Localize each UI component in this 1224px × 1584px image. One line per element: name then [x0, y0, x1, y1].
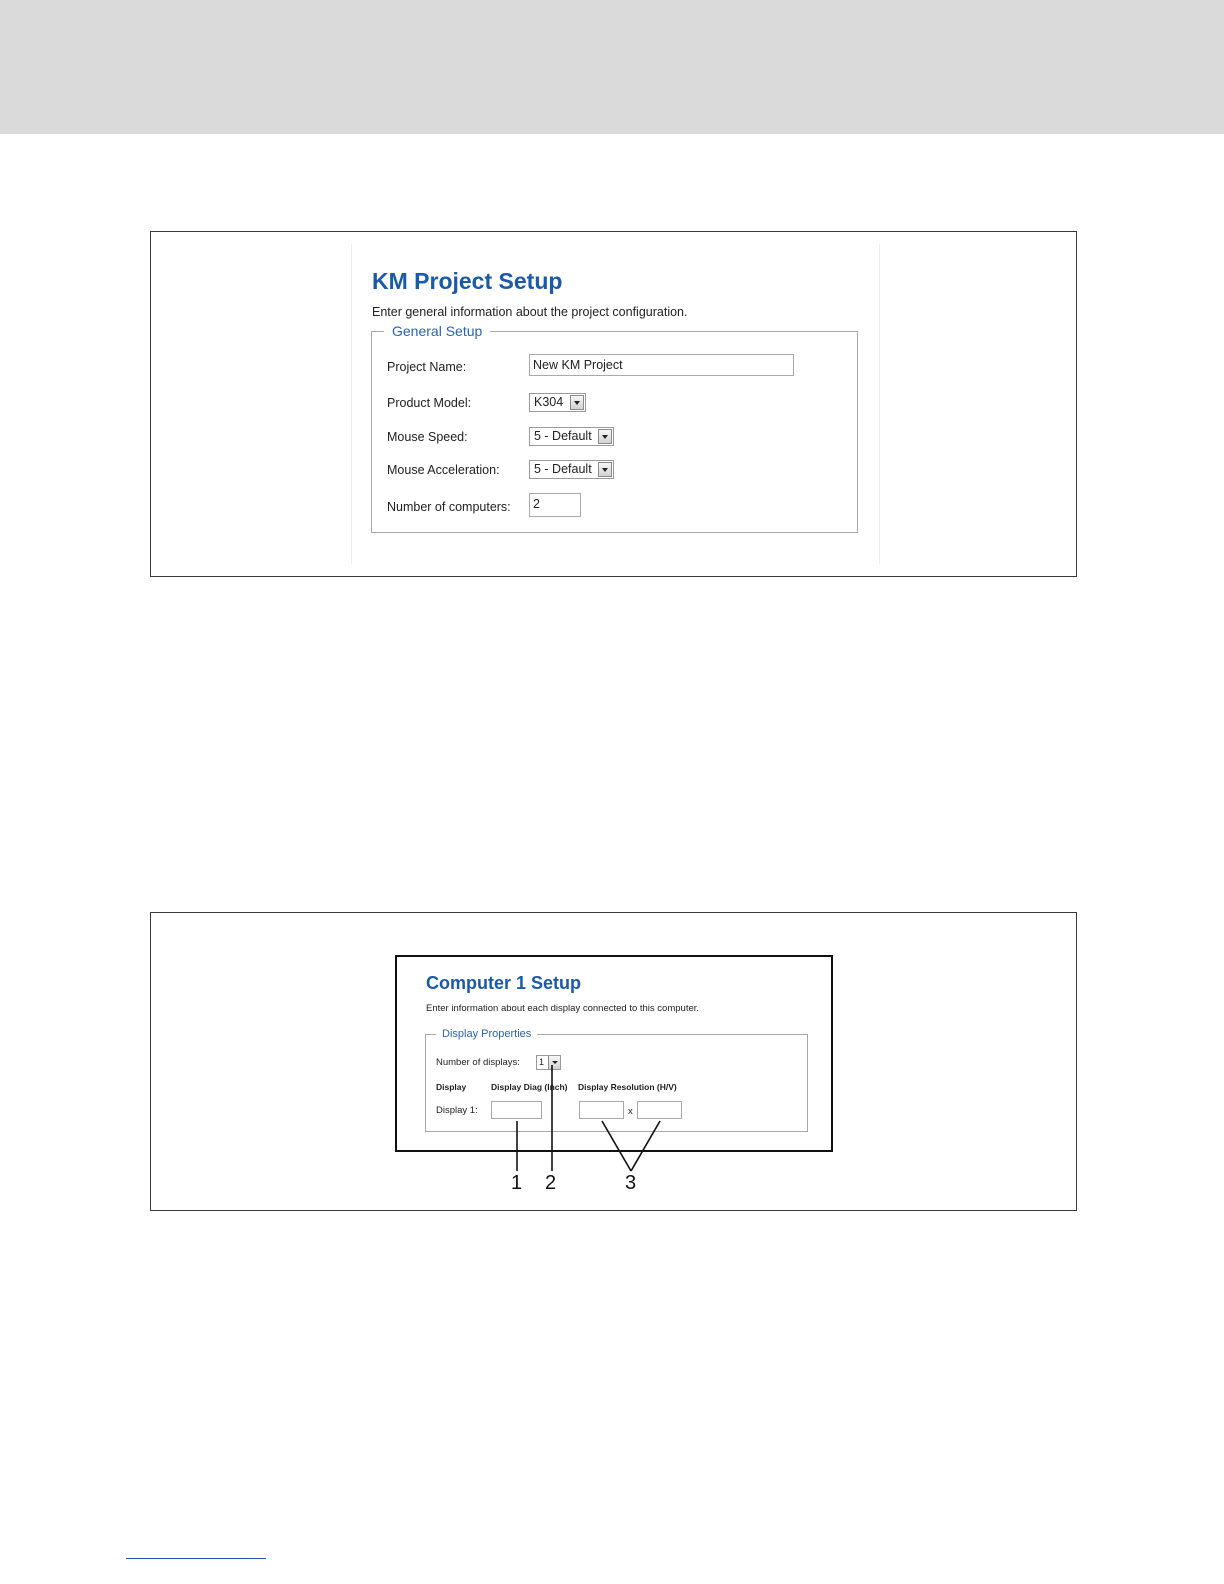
computer-setup-title: Computer 1 Setup	[426, 973, 582, 993]
computer-setup-panel	[395, 955, 833, 1152]
chevron-down-icon[interactable]	[598, 462, 612, 477]
resolution-h-input[interactable]	[579, 1101, 624, 1119]
column-header-resolution: Display Resolution (H/V)	[578, 1082, 677, 1092]
computer-setup-description: Enter information about each display connected to this computer.	[426, 1003, 700, 1014]
project-name-input[interactable]: New KM Project	[529, 354, 794, 376]
number-of-displays-label: Number of displays:	[436, 1057, 520, 1068]
setup-panel	[351, 244, 880, 564]
page-title: KM Project Setup	[372, 268, 563, 294]
mouse-speed-value: 5 - Default	[534, 429, 592, 443]
chevron-down-icon[interactable]	[570, 395, 584, 410]
figure-km-project-setup	[150, 231, 1077, 577]
resolution-v-input[interactable]	[637, 1101, 682, 1119]
figure-computer-setup	[150, 912, 1077, 1211]
display-properties-legend: Display Properties	[436, 1028, 537, 1040]
mouse-acceleration-label: Mouse Acceleration:	[387, 463, 500, 477]
display-diag-input[interactable]	[491, 1101, 542, 1119]
number-of-computers-input[interactable]: 2	[529, 493, 581, 517]
page-description: Enter general information about the project configuration.	[372, 305, 688, 319]
product-model-value: K304	[534, 395, 564, 409]
product-model-label: Product Model:	[387, 396, 472, 410]
callout-number-3: 3	[625, 1172, 637, 1194]
mouse-acceleration-select[interactable]	[529, 460, 614, 479]
general-setup-group	[371, 323, 858, 533]
display-1-label: Display 1:	[436, 1105, 478, 1116]
number-of-displays-select[interactable]	[536, 1055, 561, 1070]
callout-number-1: 1	[511, 1172, 523, 1194]
general-setup-legend: General Setup	[384, 323, 490, 339]
display-properties-group	[425, 1028, 808, 1132]
resolution-separator: x	[628, 1106, 633, 1117]
mouse-speed-select[interactable]	[529, 427, 614, 446]
mouse-acceleration-value: 5 - Default	[534, 462, 592, 476]
product-model-select[interactable]	[529, 393, 586, 412]
project-name-label: Project Name:	[387, 360, 467, 374]
number-of-computers-label: Number of computers:	[387, 500, 511, 514]
header-band	[0, 0, 1224, 134]
chevron-down-icon[interactable]	[548, 1056, 560, 1069]
chevron-down-icon[interactable]	[598, 429, 612, 444]
column-header-diag: Display Diag (Inch)	[491, 1082, 568, 1092]
mouse-speed-label: Mouse Speed:	[387, 430, 468, 444]
footnote-rule	[126, 1558, 266, 1559]
column-header-display: Display	[436, 1082, 467, 1092]
callout-number-2: 2	[545, 1172, 557, 1194]
number-of-displays-value: 1	[539, 1057, 545, 1067]
